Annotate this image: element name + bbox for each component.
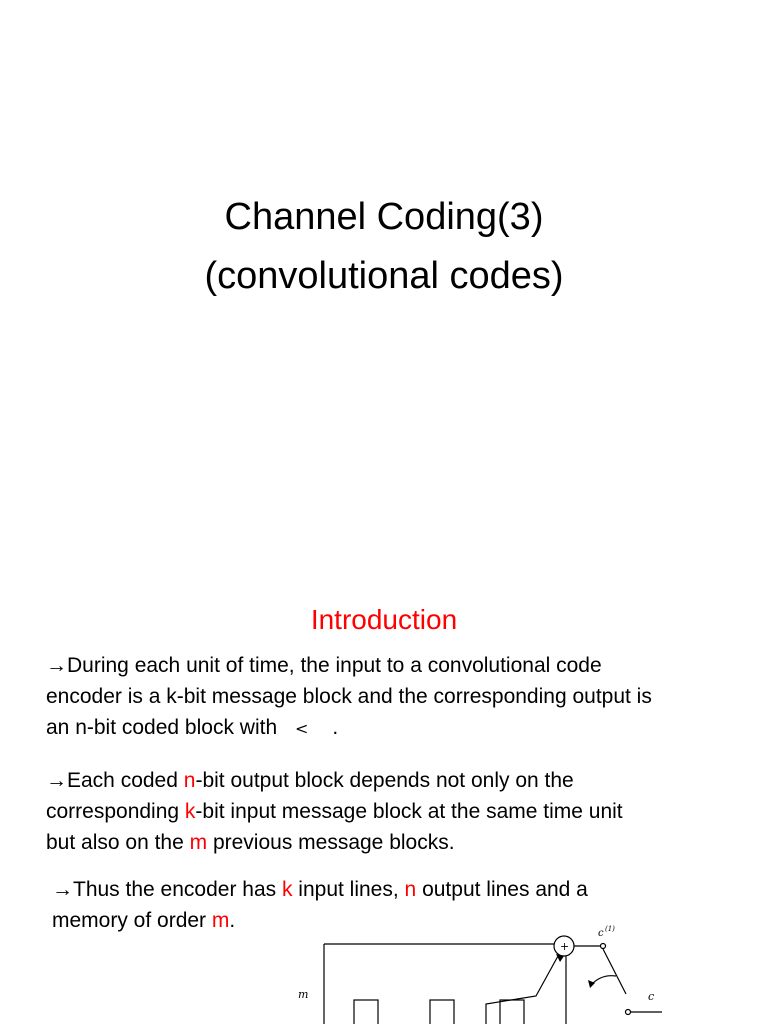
shift-register-2 [430,1000,454,1024]
para2-text: corresponding [46,800,185,823]
arrow-icon: → [46,769,67,792]
para2-text: -bit output block depends not only on the [195,769,574,792]
output-label: c [648,990,655,1003]
paragraph-encoder-definition [46,650,746,744]
input-label: m [298,988,309,1001]
para3-text: Thus the encoder has [73,878,282,901]
introduction-heading: Introduction [310,604,458,635]
var-n: n [183,769,196,792]
convolutional-encoder-diagram [290,922,690,1024]
para2-text: but also on the [46,831,190,854]
title-line-2: (convolutional codes) [204,255,564,297]
var-n: n [404,878,417,901]
arrow-icon: → [46,654,67,677]
para1-period: . [332,716,339,739]
para3-text: input lines, [292,878,405,901]
shift-register-3 [500,1000,524,1024]
introduction-slide [0,560,768,1024]
var-m: m [189,831,208,854]
slide-title [0,188,768,306]
adder-symbol: + [560,940,570,953]
tap-wire [486,956,558,1024]
para2-text: -bit input message block at the same time unit [195,800,623,823]
para2-text: previous message blocks. [207,831,455,854]
switch-arc [592,976,616,984]
para1-line2: encoder is a k-bit message block and the corresponding output is [46,685,652,708]
para2-text: Each coded [67,769,184,792]
switch-arm [603,949,626,994]
top-output-superscript: (1) [605,925,615,933]
var-m: m [211,909,230,932]
para3-text: output lines and a [416,878,588,901]
switch-contact [601,944,606,949]
var-k: k [281,878,293,901]
para1-line1: During each unit of time, the input to a convolutional code [67,654,602,677]
title-line-1: Channel Coding(3) [224,196,544,238]
arrow-icon: → [52,878,73,901]
math-less-than: < [294,719,309,738]
arrowhead [588,980,595,988]
para3-text: . [229,909,236,932]
var-k: k [184,800,196,823]
para1-line3: an n-bit coded block with [46,716,278,739]
switch-contact [626,1010,631,1015]
para3-text: memory of order [52,909,212,932]
paragraph-output-dependency [46,765,746,858]
top-output-label: c [598,928,604,939]
shift-register-1 [354,1000,378,1024]
